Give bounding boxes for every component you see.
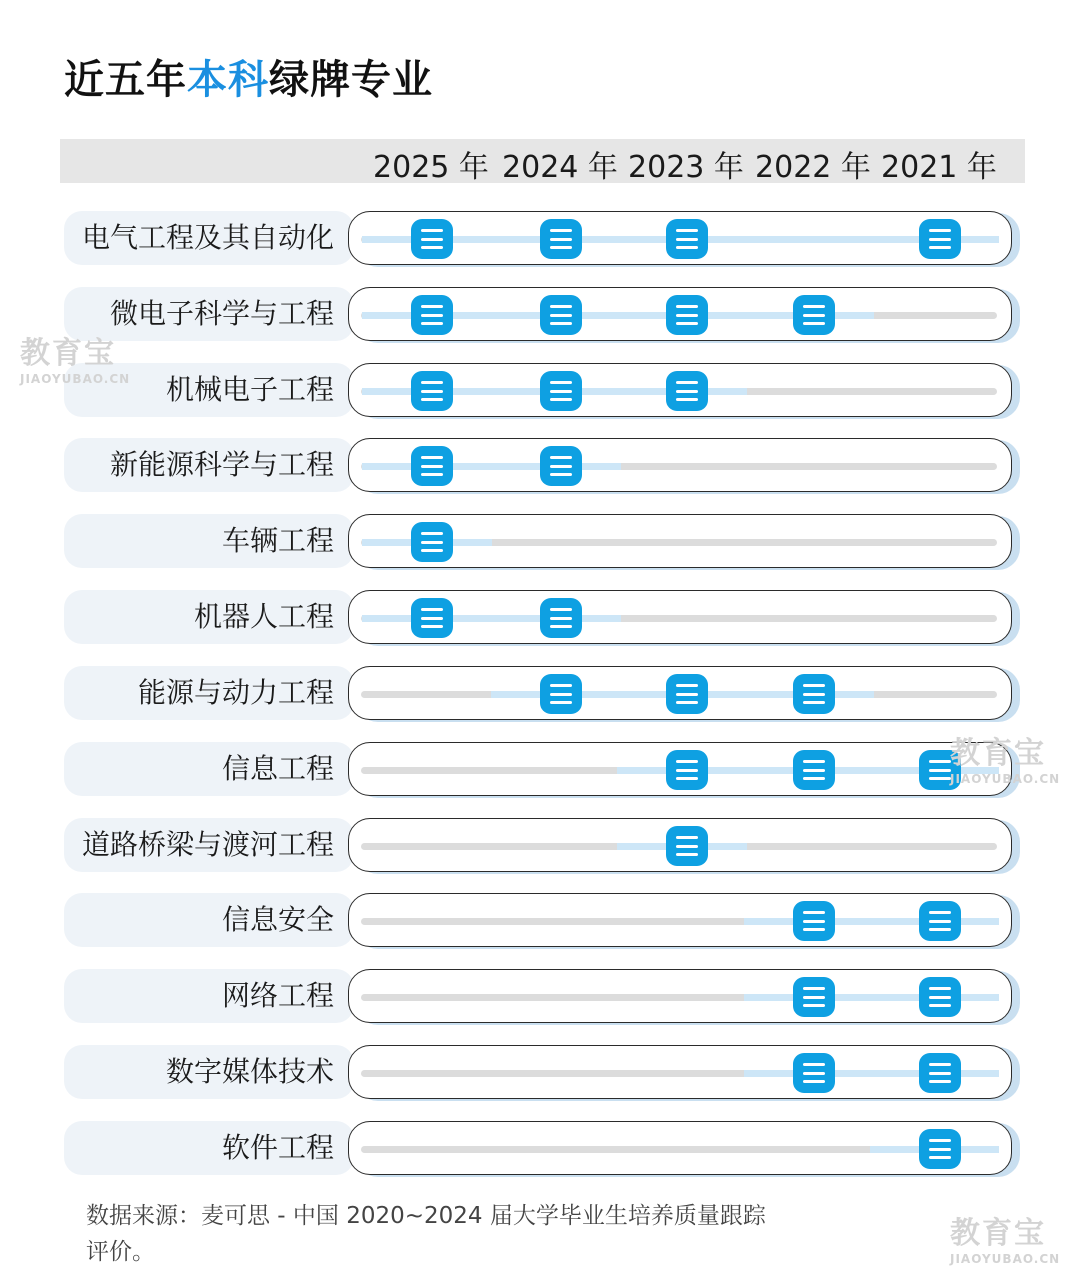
major-name: 能源与动力工程 — [137, 676, 334, 709]
major-year-track — [348, 438, 1012, 492]
major-year-track — [348, 363, 1012, 417]
major-label-box — [64, 969, 354, 1023]
major-year-track — [348, 893, 1012, 947]
green-badge-icon — [411, 371, 453, 411]
page-title — [64, 48, 433, 105]
green-badge-icon — [793, 674, 835, 714]
green-badge-icon — [540, 674, 582, 714]
major-name: 数字媒体技术 — [165, 1055, 334, 1088]
major-name: 道路桥梁与渡河工程 — [81, 828, 334, 861]
green-badge-icon — [666, 295, 708, 335]
major-name: 机械电子工程 — [165, 373, 334, 406]
year-header-label: 2022 年 — [755, 150, 871, 185]
green-badge-icon — [540, 371, 582, 411]
green-badge-icon — [540, 446, 582, 486]
watermark — [950, 728, 1060, 786]
green-badge-icon — [793, 977, 835, 1017]
green-span-highlight — [362, 463, 621, 470]
green-badge-icon — [540, 295, 582, 335]
major-year-track — [348, 1045, 1012, 1099]
major-name: 软件工程 — [221, 1131, 334, 1164]
major-name: 微电子科学与工程 — [109, 297, 334, 330]
major-name: 新能源科学与工程 — [109, 448, 334, 481]
watermark-text: 教育宝 — [950, 736, 1046, 771]
major-label-box — [64, 893, 354, 947]
green-badge-icon — [919, 977, 961, 1017]
year-header-label: 2021 年 — [881, 150, 997, 185]
title-prefix: 近五年 — [64, 57, 187, 103]
green-badge-icon — [919, 219, 961, 259]
major-year-track — [348, 666, 1012, 720]
green-badge-icon — [411, 522, 453, 562]
major-name: 机器人工程 — [193, 600, 334, 633]
major-year-track — [348, 742, 1012, 796]
major-name: 网络工程 — [221, 979, 334, 1012]
green-badge-icon — [411, 446, 453, 486]
major-year-track — [348, 287, 1012, 341]
green-badge-icon — [793, 295, 835, 335]
major-label-box — [64, 666, 354, 720]
green-badge-icon — [793, 750, 835, 790]
major-label-box — [64, 818, 354, 872]
title-suffix: 绿牌专业 — [269, 57, 433, 103]
green-badge-icon — [666, 371, 708, 411]
green-badge-icon — [666, 826, 708, 866]
green-badge-icon — [919, 901, 961, 941]
watermark — [950, 1208, 1060, 1266]
green-badge-icon — [411, 598, 453, 638]
watermark-url: JIAOYUBAO.CN — [950, 772, 1061, 786]
major-year-track — [348, 1121, 1012, 1175]
green-badge-icon — [793, 901, 835, 941]
watermark-text: 教育宝 — [20, 336, 116, 371]
green-badge-icon — [793, 1053, 835, 1093]
major-year-track — [348, 514, 1012, 568]
major-year-track — [348, 969, 1012, 1023]
green-badge-icon — [666, 219, 708, 259]
green-badge-icon — [919, 1053, 961, 1093]
major-label-box — [64, 514, 354, 568]
major-year-track — [348, 818, 1012, 872]
major-label-box — [64, 1045, 354, 1099]
green-badge-icon — [666, 674, 708, 714]
green-badge-icon — [919, 1129, 961, 1169]
major-year-track — [348, 590, 1012, 644]
watermark-url: JIAOYUBAO.CN — [950, 1252, 1061, 1266]
watermark-url: JIAOYUBAO.CN — [20, 372, 131, 386]
watermark-text: 教育宝 — [950, 1216, 1046, 1251]
major-name: 车辆工程 — [221, 524, 334, 557]
major-name: 信息工程 — [221, 752, 334, 785]
green-badge-icon — [411, 219, 453, 259]
source-note: 数据来源：麦可思 - 中国 2020~2024 届大学毕业生培养质量跟踪评价。 — [86, 1203, 766, 1265]
green-badge-icon — [666, 750, 708, 790]
major-name: 信息安全 — [221, 903, 334, 936]
year-header-label: 2023 年 — [628, 150, 744, 185]
green-span-highlight — [362, 615, 621, 622]
title-highlight: 本科 — [187, 57, 269, 103]
major-label-box — [64, 1121, 354, 1175]
major-label-box — [64, 742, 354, 796]
green-badge-icon — [540, 219, 582, 259]
green-badge-icon — [411, 295, 453, 335]
watermark — [20, 328, 130, 386]
year-header-label: 2024 年 — [502, 150, 618, 185]
major-year-track — [348, 211, 1012, 265]
major-label-box — [64, 211, 354, 265]
major-label-box — [64, 438, 354, 492]
green-badge-icon — [540, 598, 582, 638]
major-label-box — [64, 590, 354, 644]
major-name: 电气工程及其自动化 — [81, 221, 334, 254]
year-header-label: 2025 年 — [373, 150, 489, 185]
